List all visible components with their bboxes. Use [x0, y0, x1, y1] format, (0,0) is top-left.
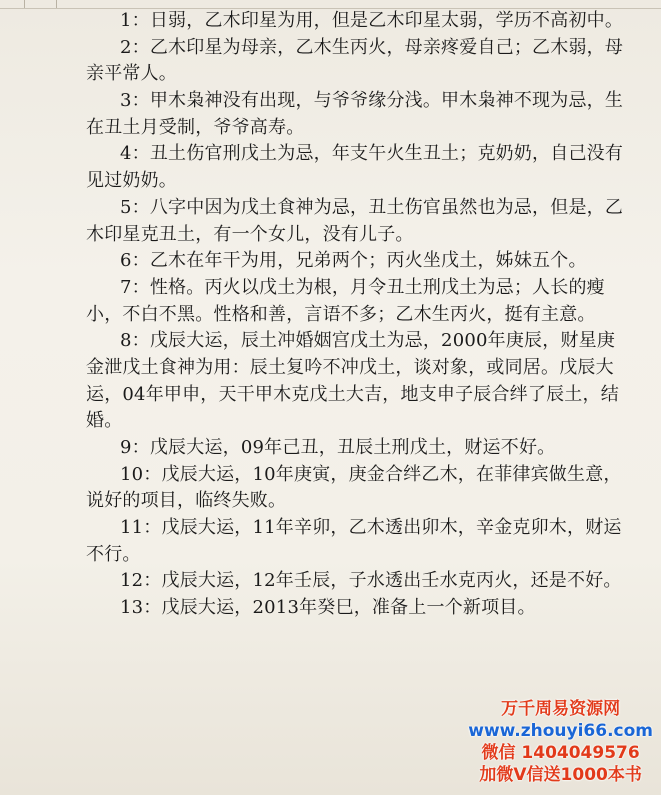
body-text [86, 8, 646, 622]
text-line: 说好的项目，临终失败。 [86, 490, 287, 512]
top-rule-tick [56, 0, 57, 8]
text-line: 运，04年甲申，天干甲木克戊土大吉，地支申子辰合绊了辰土，结 [86, 383, 619, 405]
text-line: 10：戊辰大运，10年庚寅，庚金合绊乙木，在菲律宾做生意， [120, 463, 622, 485]
watermark-overlay [468, 698, 653, 786]
text-line: 6：乙木在年干为用，兄弟两个；丙火坐戊土，姊妹五个。 [120, 250, 587, 272]
text-line: 亲平常人。 [86, 63, 177, 85]
text-line: 1：日弱，乙木印星为用，但是乙木印星太弱，学历不高初中。 [120, 10, 624, 31]
text-line: 11：戊辰大运，11年辛卯，乙木透出卯木，辛金克卯木，财运 [120, 517, 622, 539]
text-line: 2：乙木印星为母亲，乙木生丙火，母亲疼爱自己；乙木弱，母 [120, 36, 624, 58]
watermark-promo: 加微V信送1000本书 [479, 765, 642, 785]
text-line: 12：戊辰大运，12年壬辰，子水透出壬水克丙火，还是不好。 [120, 570, 622, 592]
text-line: 金泄戊土食神为用：辰土复吟不冲戊土，谈对象，或同居。戊辰大 [86, 356, 614, 378]
text-line: 4：丑土伤官刑戊土为忌，年支午火生丑土；克奶奶，自己没有 [120, 143, 624, 165]
text-line: 3：甲木枭神没有出现，与爷爷缘分浅。甲木枭神不现为忌，生 [120, 90, 624, 112]
text-line: 在丑土月受制，爷爷高寿。 [86, 116, 305, 138]
text-line: 不行。 [86, 543, 141, 565]
text-line: 8：戊辰大运，辰土冲婚姻宫戊土为忌，2000年庚辰，财星庚 [120, 330, 616, 352]
text-line: 见过奶奶。 [86, 170, 177, 192]
text-line: 13：戊辰大运，2013年癸巳，准备上一个新项目。 [120, 597, 536, 619]
text-line: 婚。 [86, 410, 123, 432]
text-line: 5：八字中因为戊土食神为忌，丑土伤官虽然也为忌，但是，乙 [120, 196, 624, 218]
text-line: 小，不白不黑。性格和善，言语不多；乙木生丙火，挺有主意。 [86, 303, 596, 325]
watermark-url: www.zhouyi66.com [468, 721, 653, 741]
text-line: 9：戊辰大运，09年己丑，丑辰土刑戊土，财运不好。 [120, 437, 556, 458]
watermark-site-name: 万千周易资源网 [501, 699, 621, 719]
watermark-wechat: 微信 1404049576 [481, 743, 640, 763]
text-line: 木印星克丑土，有一个女儿，没有儿子。 [86, 223, 414, 245]
top-rule-tick [24, 0, 25, 8]
text-line: 7：性格。丙火以戊土为根，月令丑土刑戊土为忌；人长的瘦 [120, 276, 605, 298]
